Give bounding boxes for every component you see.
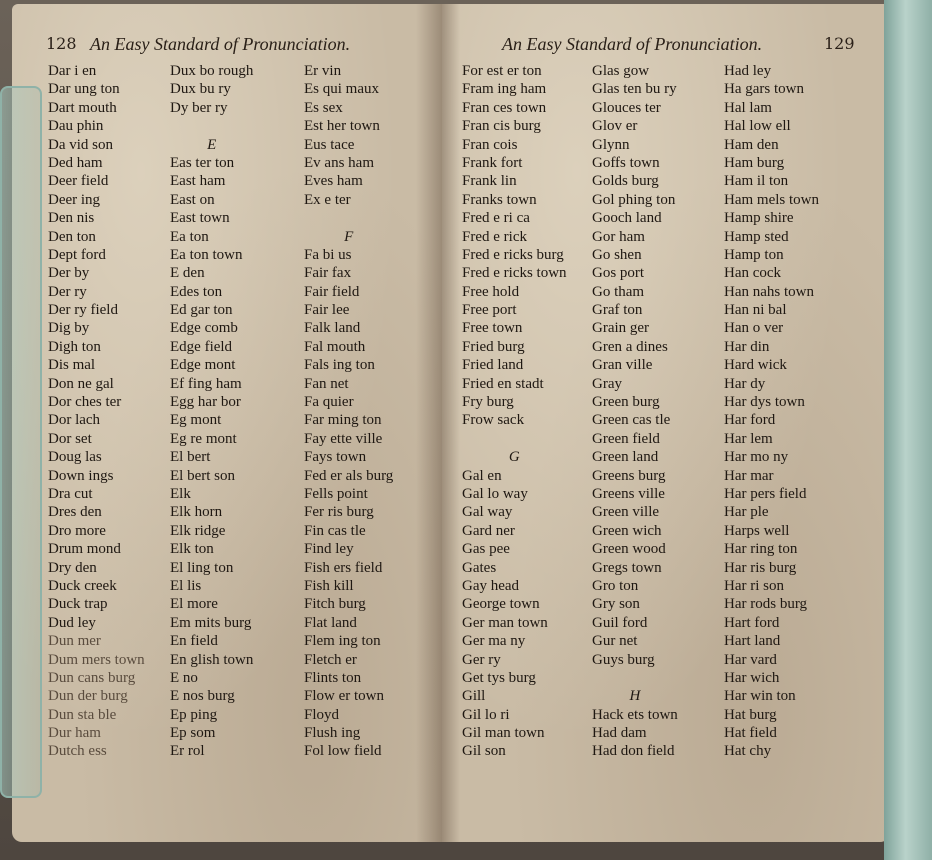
word-entry: Es sex bbox=[304, 99, 343, 116]
word-entry: Gregs town bbox=[592, 559, 662, 576]
word-entry: Har mar bbox=[724, 467, 774, 484]
glass-holder-left bbox=[0, 86, 42, 798]
word-entry: Green field bbox=[592, 430, 660, 447]
word-entry: Dor set bbox=[48, 430, 92, 447]
word-entry: Green land bbox=[592, 449, 659, 466]
word-entry: Gray bbox=[592, 375, 622, 392]
word-entry: Gard ner bbox=[462, 522, 515, 539]
word-entry: Dor ches ter bbox=[48, 394, 122, 411]
word-entry: Hard wick bbox=[724, 357, 787, 374]
word-entry: Gran ville bbox=[592, 357, 653, 374]
word-entry: Em mits burg bbox=[170, 614, 252, 631]
word-entry: Han nahs town bbox=[724, 283, 814, 300]
word-entry: Hart ford bbox=[724, 614, 780, 631]
word-entry: Glas ten bu ry bbox=[592, 81, 677, 98]
word-entry: Den nis bbox=[48, 210, 95, 227]
word-entry: E nos burg bbox=[170, 688, 235, 705]
word-entry: Fals ing ton bbox=[304, 357, 375, 374]
word-entry: Edes ton bbox=[170, 283, 223, 300]
word-entry: Deer field bbox=[48, 173, 109, 190]
word-entry: Ded ham bbox=[48, 154, 103, 171]
word-entry: Gil lo ri bbox=[462, 706, 510, 723]
word-entry: Gooch land bbox=[592, 210, 662, 227]
section-letter-heading: H bbox=[629, 688, 641, 705]
word-entry: Har ris burg bbox=[724, 559, 797, 576]
word-entry: Edge field bbox=[170, 338, 233, 355]
word-entry: Han cock bbox=[724, 265, 782, 282]
word-entry: Har dys town bbox=[724, 394, 805, 411]
word-entry: Greens burg bbox=[592, 467, 666, 484]
word-entry: East on bbox=[170, 191, 215, 208]
word-entry: Fried land bbox=[462, 357, 524, 374]
word-entry: Doug las bbox=[48, 449, 102, 466]
glass-holder-right bbox=[884, 0, 932, 860]
word-entry: Golds burg bbox=[592, 173, 659, 190]
word-entry: Elk horn bbox=[170, 504, 223, 521]
word-entry: Har ri son bbox=[724, 577, 784, 594]
word-entry: Egg har bor bbox=[170, 394, 241, 411]
word-entry: Gur net bbox=[592, 633, 638, 650]
word-entry: Ed gar ton bbox=[170, 302, 233, 319]
word-entry: Fish ers field bbox=[304, 559, 383, 576]
word-entry: Hack ets town bbox=[592, 706, 678, 723]
word-entry: Flem ing ton bbox=[304, 633, 381, 650]
blank-line bbox=[304, 209, 393, 227]
word-entry: Fair field bbox=[304, 283, 360, 300]
word-entry: Hart land bbox=[724, 633, 781, 650]
word-entry: El more bbox=[170, 596, 218, 613]
word-entry: Der ry field bbox=[48, 302, 118, 319]
word-entry: Go tham bbox=[592, 283, 645, 300]
word-entry: Han o ver bbox=[724, 320, 784, 337]
word-entry: Frank lin bbox=[462, 173, 517, 190]
word-entry: Gay head bbox=[462, 577, 520, 594]
word-entry: Elk ton bbox=[170, 541, 214, 558]
word-entry: Get tys burg bbox=[462, 669, 536, 686]
word-entry: Dra cut bbox=[48, 485, 93, 502]
word-entry: Fol low field bbox=[304, 743, 382, 760]
word-entry: Dux bu ry bbox=[170, 81, 231, 98]
blank-line bbox=[170, 117, 253, 135]
word-entry: Fal mouth bbox=[304, 338, 366, 355]
word-entry: Dart mouth bbox=[48, 99, 117, 116]
word-entry: Dig by bbox=[48, 320, 90, 337]
word-entry: Dun sta ble bbox=[48, 706, 117, 723]
right-column-2 bbox=[592, 62, 678, 761]
word-entry: Hat burg bbox=[724, 706, 777, 723]
word-entry: Ef fing ham bbox=[170, 375, 242, 392]
word-entry: Duck trap bbox=[48, 596, 108, 613]
word-entry: Dur ham bbox=[48, 725, 101, 742]
left-page-number: 128 bbox=[46, 34, 77, 53]
left-column-2 bbox=[170, 62, 253, 761]
section-letter-heading: F bbox=[344, 228, 354, 245]
word-entry: Fair lee bbox=[304, 302, 350, 319]
word-entry: Ham den bbox=[724, 136, 779, 153]
word-entry: El bert bbox=[170, 449, 211, 466]
word-entry: Deer ing bbox=[48, 191, 101, 208]
word-entry: Guys burg bbox=[592, 651, 655, 668]
word-entry: Ger ma ny bbox=[462, 633, 526, 650]
word-entry: Green burg bbox=[592, 394, 660, 411]
word-entry: Har ford bbox=[724, 412, 776, 429]
word-entry: Han ni bal bbox=[724, 302, 787, 319]
word-entry: Fed er als burg bbox=[304, 467, 394, 484]
word-entry: Dres den bbox=[48, 504, 102, 521]
word-entry: Es qui maux bbox=[304, 81, 379, 98]
word-entry: Drum mond bbox=[48, 541, 121, 558]
blank-line bbox=[462, 430, 567, 448]
word-entry: Eas ter ton bbox=[170, 154, 235, 171]
word-entry: Har lem bbox=[724, 430, 773, 447]
right-page bbox=[442, 4, 890, 842]
word-entry: Green ville bbox=[592, 504, 660, 521]
word-entry: Flush ing bbox=[304, 725, 361, 742]
word-entry: Dutch ess bbox=[48, 743, 107, 760]
word-entry: Dun der burg bbox=[48, 688, 128, 705]
word-entry: Gil man town bbox=[462, 725, 545, 742]
right-page-number: 129 bbox=[824, 34, 855, 53]
word-entry: Har ring ton bbox=[724, 541, 798, 558]
word-entry: Fa bi us bbox=[304, 246, 352, 263]
word-entry: Free port bbox=[462, 302, 517, 319]
word-entry: Hat chy bbox=[724, 743, 772, 760]
blank-line bbox=[592, 669, 678, 687]
word-entry: El lis bbox=[170, 577, 202, 594]
word-entry: Gal way bbox=[462, 504, 513, 521]
left-running-title: An Easy Standard of Pronunciation. bbox=[90, 34, 351, 54]
word-entry: Fin cas tle bbox=[304, 522, 366, 539]
word-entry: Greens ville bbox=[592, 485, 665, 502]
word-entry: Hamp sted bbox=[724, 228, 789, 245]
word-entry: Had dam bbox=[592, 725, 647, 742]
word-entry: Fletch er bbox=[304, 651, 357, 668]
word-entry: Est her town bbox=[304, 118, 380, 135]
word-entry: Dor lach bbox=[48, 412, 101, 429]
word-entry: Edge comb bbox=[170, 320, 238, 337]
word-entry: Fran cis burg bbox=[462, 118, 541, 135]
word-entry: Har win ton bbox=[724, 688, 796, 705]
word-entry: Har vard bbox=[724, 651, 777, 668]
word-entry: Dux bo rough bbox=[170, 63, 254, 79]
word-entry: Fry burg bbox=[462, 394, 514, 411]
word-entry: Hamp shire bbox=[724, 210, 794, 227]
word-entry: George town bbox=[462, 596, 540, 613]
word-entry: E no bbox=[170, 669, 198, 686]
word-entry: East ham bbox=[170, 173, 226, 190]
word-entry: Franks town bbox=[462, 191, 537, 208]
word-entry: Fran cois bbox=[462, 136, 518, 153]
word-entry: For est er ton bbox=[462, 63, 542, 79]
word-entry: Digh ton bbox=[48, 338, 101, 355]
word-entry: Gol phing ton bbox=[592, 191, 676, 208]
word-entry: Er vin bbox=[304, 63, 342, 79]
word-entry: Fried en stadt bbox=[462, 375, 544, 392]
word-entry: Fred e ri ca bbox=[462, 210, 530, 227]
word-entry: El ling ton bbox=[170, 559, 234, 576]
word-entry: Glynn bbox=[592, 136, 630, 153]
word-entry: Elk ridge bbox=[170, 522, 226, 539]
word-entry: Dun cans burg bbox=[48, 669, 136, 686]
word-entry: Ea ton town bbox=[170, 246, 243, 263]
word-entry: East town bbox=[170, 210, 230, 227]
word-entry: Fells point bbox=[304, 485, 368, 502]
word-entry: Grain ger bbox=[592, 320, 650, 337]
word-entry: Gates bbox=[462, 559, 497, 576]
section-letter-heading: G bbox=[508, 449, 520, 466]
word-entry: Green wich bbox=[592, 522, 662, 539]
word-entry: Gry son bbox=[592, 596, 640, 613]
word-entry: Glouces ter bbox=[592, 99, 661, 116]
word-entry: Duck creek bbox=[48, 577, 117, 594]
word-entry: Flat land bbox=[304, 614, 357, 631]
word-entry: Don ne gal bbox=[48, 375, 114, 392]
word-entry: Fair fax bbox=[304, 265, 352, 282]
word-entry: Had ley bbox=[724, 63, 772, 79]
word-entry: Da vid son bbox=[48, 136, 113, 153]
word-entry: Gill bbox=[462, 688, 486, 705]
word-entry: Fan net bbox=[304, 375, 349, 392]
word-entry: Floyd bbox=[304, 706, 340, 723]
word-entry: Der by bbox=[48, 265, 90, 282]
word-entry: Dud ley bbox=[48, 614, 96, 631]
right-column-3 bbox=[724, 62, 819, 761]
word-entry: Ep som bbox=[170, 725, 216, 742]
word-entry: Fay ette ville bbox=[304, 430, 383, 447]
word-entry: Frank fort bbox=[462, 154, 523, 171]
word-entry: Elk bbox=[170, 485, 191, 502]
word-entry: Ger man town bbox=[462, 614, 548, 631]
word-entry: Go shen bbox=[592, 246, 642, 263]
word-entry: Ev ans ham bbox=[304, 154, 374, 171]
word-entry: Ger ry bbox=[462, 651, 501, 668]
word-entry: Fish kill bbox=[304, 577, 354, 594]
word-entry: Free hold bbox=[462, 283, 520, 300]
section-letter-heading: E bbox=[207, 136, 217, 153]
word-entry: Glas gow bbox=[592, 63, 650, 79]
word-entry: Dar ung ton bbox=[48, 81, 120, 98]
word-entry: Gas pee bbox=[462, 541, 510, 558]
word-entry: Gren a dines bbox=[592, 338, 668, 355]
word-entry: Green wood bbox=[592, 541, 666, 558]
left-column-1 bbox=[48, 62, 145, 761]
word-entry: Find ley bbox=[304, 541, 354, 558]
word-entry: Har dy bbox=[724, 375, 766, 392]
word-entry: Dept ford bbox=[48, 246, 106, 263]
word-entry: Edge mont bbox=[170, 357, 236, 374]
right-running-title: An Easy Standard of Pronunciation. bbox=[502, 34, 763, 54]
word-entry: Ham mels town bbox=[724, 191, 819, 208]
word-entry: Green cas tle bbox=[592, 412, 671, 429]
word-entry: Dun mer bbox=[48, 633, 101, 650]
word-entry: Gro ton bbox=[592, 577, 639, 594]
word-entry: Har din bbox=[724, 338, 770, 355]
right-column-1 bbox=[462, 62, 567, 761]
word-entry: Der ry bbox=[48, 283, 87, 300]
word-entry: Er rol bbox=[170, 743, 205, 760]
word-entry: Fried burg bbox=[462, 338, 525, 355]
word-entry: Har rods burg bbox=[724, 596, 808, 613]
word-entry: Hal low ell bbox=[724, 118, 791, 135]
word-entry: Flow er town bbox=[304, 688, 384, 705]
word-entry: Ep ping bbox=[170, 706, 218, 723]
word-entry: Gal lo way bbox=[462, 485, 528, 502]
word-entry: Fays town bbox=[304, 449, 367, 466]
word-entry: Har ple bbox=[724, 504, 769, 521]
word-entry: Flints ton bbox=[304, 669, 362, 686]
word-entry: Dro more bbox=[48, 522, 106, 539]
word-entry: Fa quier bbox=[304, 394, 354, 411]
word-entry: Eves ham bbox=[304, 173, 363, 190]
word-entry: Har wich bbox=[724, 669, 780, 686]
word-entry: Fred e ricks burg bbox=[462, 246, 564, 263]
word-entry: En glish town bbox=[170, 651, 254, 668]
word-entry: Eg re mont bbox=[170, 430, 237, 447]
word-entry: Graf ton bbox=[592, 302, 643, 319]
word-entry: Ea ton bbox=[170, 228, 209, 245]
word-entry: Falk land bbox=[304, 320, 361, 337]
word-entry: Dis mal bbox=[48, 357, 96, 374]
word-entry: Down ings bbox=[48, 467, 114, 484]
word-entry: Far ming ton bbox=[304, 412, 382, 429]
word-entry: Frow sack bbox=[462, 412, 525, 429]
word-entry: E den bbox=[170, 265, 205, 282]
word-entry: Free town bbox=[462, 320, 523, 337]
word-entry: En field bbox=[170, 633, 218, 650]
word-entry: Dau phin bbox=[48, 118, 104, 135]
word-entry: Dar i en bbox=[48, 63, 97, 79]
word-entry: Fred e rick bbox=[462, 228, 527, 245]
word-entry: Gil son bbox=[462, 743, 506, 760]
word-entry: Dry den bbox=[48, 559, 97, 576]
left-page bbox=[12, 4, 442, 842]
word-entry: Fitch burg bbox=[304, 596, 366, 613]
word-entry: Ex e ter bbox=[304, 191, 351, 208]
word-entry: Had don field bbox=[592, 743, 675, 760]
word-entry: Fred e ricks town bbox=[462, 265, 567, 282]
word-entry: Eg mont bbox=[170, 412, 222, 429]
word-entry: Fram ing ham bbox=[462, 81, 547, 98]
word-entry: Eus tace bbox=[304, 136, 355, 153]
left-column-3 bbox=[304, 62, 393, 761]
word-entry: Har pers field bbox=[724, 485, 807, 502]
word-entry: Dum mers town bbox=[48, 651, 145, 668]
word-entry: El bert son bbox=[170, 467, 235, 484]
word-entry: Fer ris burg bbox=[304, 504, 374, 521]
word-entry: Gal en bbox=[462, 467, 502, 484]
word-entry: Ha gars town bbox=[724, 81, 804, 98]
word-entry: Hamp ton bbox=[724, 246, 784, 263]
word-entry: Fran ces town bbox=[462, 99, 547, 116]
word-entry: Gos port bbox=[592, 265, 645, 282]
word-entry: Har mo ny bbox=[724, 449, 789, 466]
word-entry: Den ton bbox=[48, 228, 96, 245]
word-entry: Glov er bbox=[592, 118, 638, 135]
word-entry: Dy ber ry bbox=[170, 99, 228, 116]
word-entry: Hal lam bbox=[724, 99, 772, 116]
word-entry: Harps well bbox=[724, 522, 790, 539]
word-entry: Gor ham bbox=[592, 228, 645, 245]
word-entry: Ham burg bbox=[724, 154, 785, 171]
word-entry: Guil ford bbox=[592, 614, 648, 631]
word-entry: Ham il ton bbox=[724, 173, 789, 190]
word-entry: Hat field bbox=[724, 725, 777, 742]
word-entry: Goffs town bbox=[592, 154, 660, 171]
